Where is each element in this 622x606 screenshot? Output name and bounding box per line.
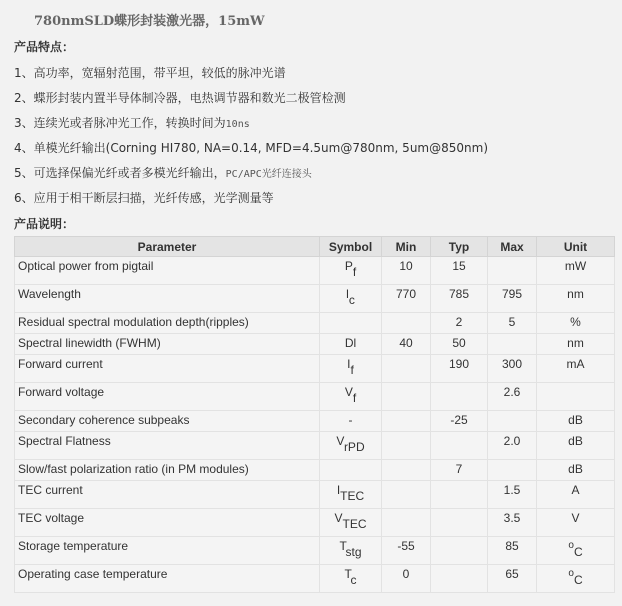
- unit-subscript: C: [573, 545, 583, 559]
- cell-parameter: [15, 334, 320, 355]
- symbol-main: V: [336, 434, 344, 448]
- feature-number: 5、: [14, 166, 34, 180]
- cell-parameter: [15, 481, 320, 509]
- cell-symbol: [320, 285, 382, 313]
- feature-text: 蝶形封装内置半导体制冷器，电热调节器和数光二极管检测: [33, 91, 346, 105]
- max-value: 300: [501, 357, 523, 371]
- cell-min: [382, 537, 431, 565]
- table-row: [15, 313, 615, 334]
- unit-main: nm: [567, 336, 584, 350]
- cell-parameter: [15, 432, 320, 460]
- parameter-text: Operating case temperature: [18, 567, 168, 581]
- cell-parameter: [15, 509, 320, 537]
- feature-text: 可选择保偏光纤或者多模光纤输出，: [33, 166, 226, 180]
- cell-max: [488, 313, 537, 334]
- cell-unit: [537, 334, 615, 355]
- cell-max: [488, 257, 537, 285]
- cell-unit: [537, 411, 615, 432]
- cell-max: [488, 481, 537, 509]
- symbol-main: Dl: [344, 336, 357, 350]
- feature-number: 3、: [14, 116, 34, 130]
- feature-tail: PC/APC光纤连接头: [225, 169, 312, 180]
- cell-min: [382, 565, 431, 593]
- max-value: 65: [505, 567, 519, 581]
- cell-max: [488, 432, 537, 460]
- feature-number: 2、: [14, 91, 34, 105]
- feature-tail: 10ns: [225, 119, 250, 130]
- unit-main: mW: [564, 259, 587, 273]
- cell-unit: [537, 481, 615, 509]
- min-value: 0: [402, 567, 410, 581]
- typ-value: 50: [452, 336, 466, 350]
- table-row: [15, 432, 615, 460]
- parameter-text: Forward voltage: [18, 385, 105, 399]
- cell-min: [382, 481, 431, 509]
- cell-typ: [431, 383, 488, 411]
- table-row: [15, 460, 615, 481]
- cell-symbol: [320, 313, 382, 334]
- parameter-text: Spectral linewidth (FWHM): [18, 336, 161, 350]
- cell-parameter: [15, 537, 320, 565]
- cell-typ: [431, 313, 488, 334]
- parameter-text: Slow/fast polarization ratio (in PM modules): [18, 462, 249, 476]
- feature-item-4: [14, 139, 488, 156]
- features-heading: 产品特点：: [14, 40, 75, 54]
- parameter-text: Residual spectral modulation depth(ripples): [18, 315, 249, 329]
- cell-unit: [537, 509, 615, 537]
- feature-text: 高功率，宽辐射范围，带平坦，较低的脉冲光谱: [33, 66, 286, 80]
- cell-symbol: [320, 355, 382, 383]
- feature-number: 1、: [14, 66, 34, 80]
- symbol-subscript: c: [348, 293, 355, 307]
- cell-symbol: [320, 481, 382, 509]
- header-max: Max: [488, 237, 537, 257]
- parameter-text: Spectral Flatness: [18, 434, 111, 448]
- typ-value: 785: [448, 287, 470, 301]
- table-row: [15, 355, 615, 383]
- header-unit: Unit: [537, 237, 615, 257]
- cell-max: [488, 383, 537, 411]
- cell-parameter: [15, 383, 320, 411]
- cell-symbol: [320, 411, 382, 432]
- cell-symbol: [320, 565, 382, 593]
- table-row: [15, 509, 615, 537]
- cell-unit: [537, 383, 615, 411]
- symbol-main: V: [334, 511, 343, 525]
- cell-min: [382, 432, 431, 460]
- symbol-main: V: [344, 385, 353, 399]
- typ-value: 2: [455, 315, 463, 329]
- cell-min: [382, 285, 431, 313]
- cell-parameter: [15, 257, 320, 285]
- cell-parameter: [15, 313, 320, 334]
- parameter-text: Optical power from pigtail: [18, 259, 154, 273]
- max-value: 85: [505, 539, 519, 553]
- cell-unit: [537, 355, 615, 383]
- max-value: 5: [508, 315, 516, 329]
- cell-typ: [431, 481, 488, 509]
- max-value: 1.5: [503, 483, 521, 497]
- table-header-row: [15, 237, 615, 257]
- parameter-text: TEC current: [18, 483, 83, 497]
- cell-symbol: [320, 334, 382, 355]
- unit-main: nm: [567, 287, 584, 301]
- cell-max: [488, 509, 537, 537]
- header-symbol: Symbol: [320, 237, 382, 257]
- symbol-main: P: [344, 259, 353, 273]
- cell-parameter: [15, 285, 320, 313]
- cell-max: [488, 411, 537, 432]
- feature-number: 4、: [14, 141, 34, 155]
- table-row: [15, 334, 615, 355]
- unit-main: A: [571, 483, 580, 497]
- table-row: [15, 285, 615, 313]
- feature-item-5: [14, 164, 312, 181]
- symbol-subscript: TEC: [340, 489, 365, 503]
- cell-parameter: [15, 411, 320, 432]
- cell-typ: [431, 285, 488, 313]
- symbol-subscript: c: [350, 573, 357, 587]
- symbol-main: T: [339, 539, 346, 553]
- cell-max: [488, 537, 537, 565]
- feature-number: 6、: [14, 191, 34, 205]
- max-value: 3.5: [503, 511, 521, 525]
- typ-value: -25: [450, 413, 468, 427]
- cell-typ: [431, 537, 488, 565]
- cell-symbol: [320, 383, 382, 411]
- table-row: [15, 257, 615, 285]
- cell-min: [382, 460, 431, 481]
- cell-typ: [431, 257, 488, 285]
- table-row: [15, 537, 615, 565]
- table-row: [15, 411, 615, 432]
- unit-main: o: [568, 568, 574, 579]
- parameter-text: Secondary coherence subpeaks: [18, 413, 190, 427]
- cell-symbol: [320, 509, 382, 537]
- table-row: [15, 565, 615, 593]
- cell-unit: [537, 565, 615, 593]
- cell-unit: [537, 313, 615, 334]
- header-typ: Typ: [431, 237, 488, 257]
- feature-text: 单模光纤输出(Corning HI780, NA=0.14, MFD=4.5um@780nm, 5um@850nm): [33, 141, 488, 155]
- unit-main: dB: [568, 413, 583, 427]
- description-heading: 产品说明：: [14, 217, 75, 231]
- unit-subscript: C: [573, 573, 583, 587]
- parameter-text: Storage temperature: [18, 539, 129, 553]
- cell-max: [488, 285, 537, 313]
- symbol-main: I: [336, 483, 341, 497]
- cell-parameter: [15, 355, 320, 383]
- symbol-main: I: [347, 357, 351, 371]
- feature-item-6: [14, 189, 274, 206]
- unit-main: dB: [568, 434, 583, 448]
- cell-typ: [431, 411, 488, 432]
- cell-symbol: [320, 460, 382, 481]
- cell-min: [382, 257, 431, 285]
- cell-min: [382, 355, 431, 383]
- symbol-main: l: [346, 287, 349, 301]
- cell-min: [382, 509, 431, 537]
- cell-max: [488, 565, 537, 593]
- max-value: 795: [501, 287, 523, 301]
- min-value: -55: [397, 539, 415, 553]
- unit-main: o: [568, 540, 574, 551]
- symbol-main: T: [344, 567, 351, 581]
- min-value: 10: [399, 259, 413, 273]
- cell-typ: [431, 432, 488, 460]
- cell-unit: [537, 460, 615, 481]
- cell-min: [382, 383, 431, 411]
- cell-parameter: [15, 565, 320, 593]
- cell-symbol: [320, 537, 382, 565]
- header-parameter: Parameter: [15, 237, 320, 257]
- cell-typ: [431, 460, 488, 481]
- table-row: [15, 383, 615, 411]
- typ-value: 15: [452, 259, 466, 273]
- symbol-subscript: stg: [345, 545, 362, 559]
- header-min: Min: [382, 237, 431, 257]
- unit-main: V: [571, 511, 580, 525]
- parameter-text: Wavelength: [18, 287, 81, 301]
- page-title: 780nmSLD蝶形封装激光器，15mW: [34, 14, 265, 29]
- typ-value: 190: [448, 357, 470, 371]
- cell-unit: [537, 537, 615, 565]
- parameter-text: Forward current: [18, 357, 103, 371]
- cell-unit: [537, 432, 615, 460]
- symbol-subscript: f: [352, 391, 357, 405]
- cell-typ: [431, 334, 488, 355]
- unit-main: dB: [568, 462, 583, 476]
- max-value: 2.0: [503, 434, 521, 448]
- cell-typ: [431, 355, 488, 383]
- unit-main: mA: [566, 357, 585, 371]
- symbol-subscript: rPD: [343, 440, 365, 454]
- cell-symbol: [320, 432, 382, 460]
- spec-table: [14, 236, 615, 593]
- symbol-subscript: f: [350, 363, 354, 377]
- cell-max: [488, 355, 537, 383]
- cell-min: [382, 411, 431, 432]
- cell-min: [382, 313, 431, 334]
- cell-max: [488, 334, 537, 355]
- max-value: 2.6: [503, 385, 521, 399]
- min-value: 40: [399, 336, 413, 350]
- cell-max: [488, 460, 537, 481]
- cell-unit: [537, 257, 615, 285]
- cell-unit: [537, 285, 615, 313]
- feature-text: 应用于相干断层扫描，光纤传感，光学测量等: [33, 191, 274, 205]
- feature-item-1: [14, 64, 286, 81]
- cell-typ: [431, 565, 488, 593]
- symbol-subscript: f: [352, 265, 357, 279]
- cell-parameter: [15, 460, 320, 481]
- cell-typ: [431, 509, 488, 537]
- cell-min: [382, 334, 431, 355]
- unit-main: %: [570, 315, 581, 329]
- cell-symbol: [320, 257, 382, 285]
- table-row: [15, 481, 615, 509]
- feature-item-2: [14, 89, 346, 106]
- symbol-main: -: [348, 413, 353, 427]
- feature-text: 连续光或者脉冲光工作，转换时间为: [33, 116, 226, 130]
- min-value: 770: [395, 287, 417, 301]
- feature-item-3: [14, 114, 250, 131]
- symbol-subscript: TEC: [342, 517, 367, 531]
- parameter-text: TEC voltage: [18, 511, 85, 525]
- typ-value: 7: [455, 462, 463, 476]
